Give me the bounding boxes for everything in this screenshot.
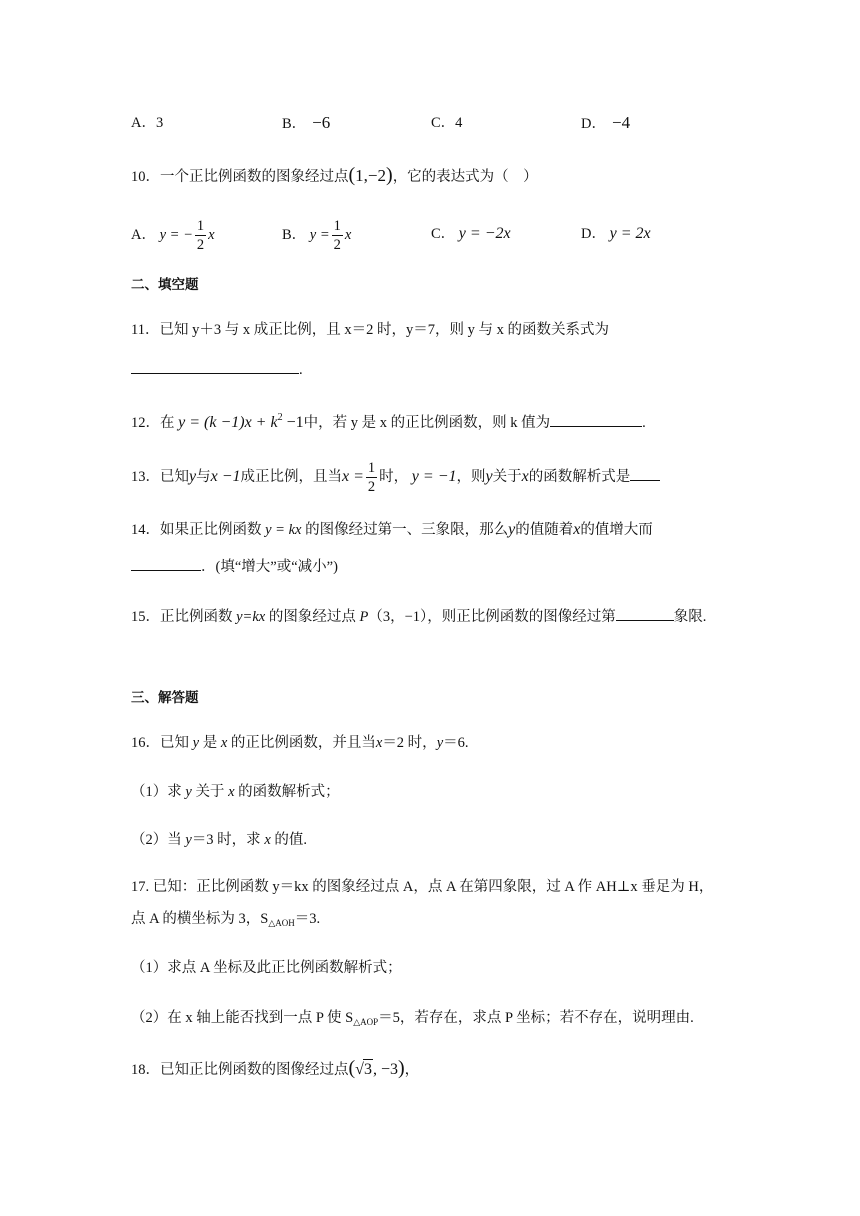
q12-stem: 12．在 $y = (k -1)x + k^2 -1$中，若 y 是 x 的正比例函数，则 k 值为 .: [131, 412, 646, 431]
q9-option-d: D． −4: [581, 113, 631, 132]
section-fill-in-heading: 二、填空题: [131, 277, 199, 293]
q17-part2: （2）在 x 轴上能否找到一点 P 使 $S_{\triangle AOP}=5$，若存在，求点 P 坐标；若不存在，说明理由.: [131, 1010, 694, 1027]
q15-stem: 15．正比例函数 y=kx 的图象经过点 P（3，−1），则正比例函数的图像经过第 象限.: [131, 605, 706, 627]
q14-answer-line: ．(填“增大”或“减小”): [131, 555, 338, 577]
q16-part2: （2）当 y＝3 时，求 x 的值.: [131, 832, 307, 848]
q11-answer-line: .: [131, 358, 303, 380]
q15-blank[interactable]: [616, 605, 674, 621]
q17-part1: （1）求点 A 坐标及此正比例函数解析式；: [131, 960, 402, 976]
q14-blank[interactable]: [131, 555, 201, 571]
q9-option-c: C．4: [431, 115, 463, 131]
q17-stem-line1: 17. 已知：正比例函数 y＝kx 的图象经过点 A，点 A 在第四象限，过 A 作 AH⊥x 垂足为 H，: [131, 879, 714, 895]
q13-stem: 13．已知y与x −1成正比例，且当x = $\frac{1}{2}$ 时， y = −1，则y关于x的函数解析式是: [131, 455, 660, 499]
q10-stem: 10．一个正比例函数的图象经过点(1,−2)，它的表达式为（ ）: [131, 164, 538, 186]
q14-stem: 14．如果正比例函数 y = kx 的图像经过第一、三象限，那么y的值随着x的值增大而: [131, 521, 653, 538]
q10-option-b: B． y = $\frac{1}{2}$ x: [282, 218, 352, 254]
q17-stem-line2: 点 A 的横坐标为 3，$S_{\triangle AOH}=3$.: [131, 911, 321, 928]
q11-blank[interactable]: [131, 358, 299, 374]
q11-stem: 11．已知 y＋3 与 x 成正比例，且 x＝2 时，y＝7，则 y 与 x 的函数关系式为: [131, 322, 609, 338]
q16-stem: 16．已知 y 是 x 的正比例函数，并且当x＝2 时，y＝6.: [131, 735, 469, 751]
section-answer-heading: 三、解答题: [131, 690, 199, 706]
q18-stem: 18．已知正比例函数的图像经过点(√3, −3)，: [131, 1057, 420, 1079]
q12-blank[interactable]: [550, 411, 642, 427]
q13-blank[interactable]: [630, 465, 660, 481]
q10-option-d: D． y = 2x: [581, 225, 651, 242]
q16-part1: （1）求 y 关于 x 的函数解析式；: [131, 784, 340, 800]
q10-option-a: A． y = − $\frac{1}{2}$ x: [131, 218, 215, 254]
q9-option-b: B． −6: [282, 113, 331, 132]
q9-option-a: A．3: [131, 115, 164, 131]
q10-option-c: C． y = −2x: [431, 225, 511, 242]
